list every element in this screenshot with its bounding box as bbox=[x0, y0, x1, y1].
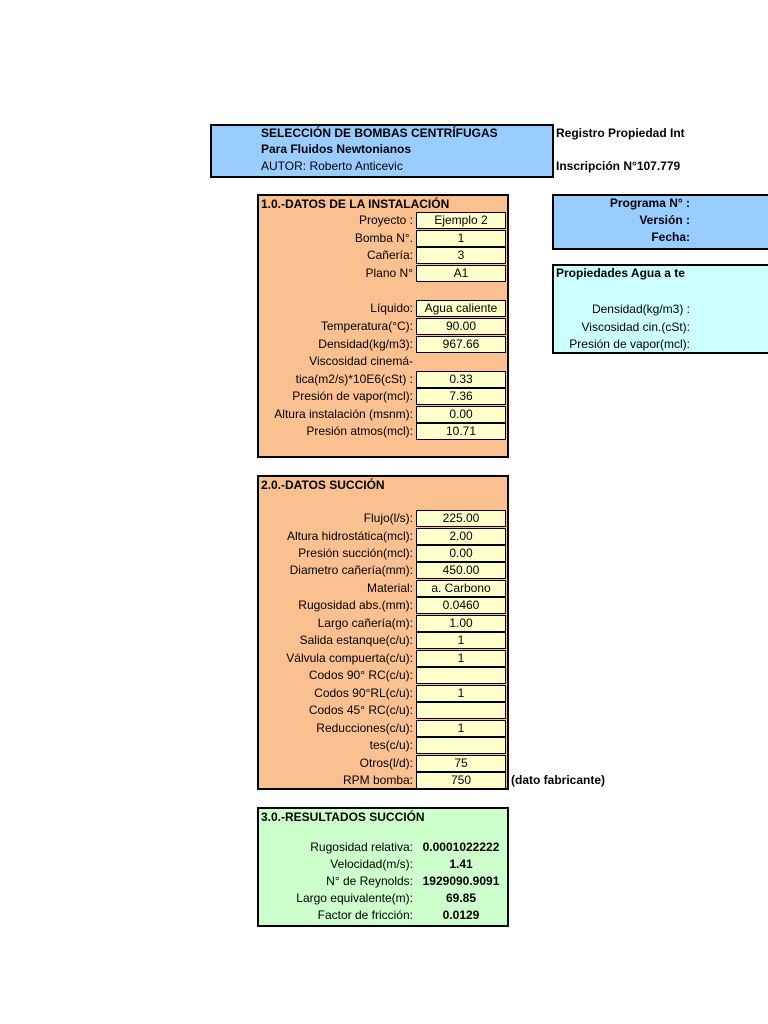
installation-row-label: Plano N° bbox=[365, 266, 413, 280]
properties-density-label: Densidad(kg/m3) : bbox=[591, 302, 690, 316]
properties-vapor-label: Presión de vapor(mcl): bbox=[569, 337, 690, 351]
suction-row-label: Rugosidad abs.(mm): bbox=[298, 598, 413, 612]
suction-row-label: Reducciones(c/u): bbox=[316, 721, 413, 735]
result-row-label: Velocidad(m/s): bbox=[330, 857, 413, 871]
suction-row-label: Otros(l/d): bbox=[359, 756, 413, 770]
program-label: Programa N° : bbox=[609, 196, 690, 210]
result-row-label: Factor de fricción: bbox=[317, 908, 413, 922]
installation-row-input[interactable]: A1 bbox=[416, 265, 506, 282]
installation-row-label: Proyecto : bbox=[358, 213, 413, 227]
suction-row-label: Diametro cañería(mm): bbox=[289, 563, 413, 577]
properties-title: Propiedades Agua a te bbox=[556, 266, 685, 280]
app-title: SELECCIÓN DE BOMBAS CENTRÍFUGAS bbox=[261, 126, 498, 140]
result-row-value: 69.85 bbox=[445, 891, 477, 905]
installation-row-label: Temperatura(°C): bbox=[320, 319, 413, 333]
installation-row-input[interactable]: Agua caliente bbox=[416, 300, 506, 317]
installation-row-input[interactable]: 90.00 bbox=[416, 318, 506, 335]
suction-row-input[interactable] bbox=[416, 702, 506, 719]
version-label: Versión : bbox=[639, 213, 690, 227]
suction-row-label: Flujo(l/s): bbox=[363, 511, 413, 525]
suction-row-label: Codos 45° RC(c/u): bbox=[308, 703, 413, 717]
suction-row-input[interactable]: 0.00 bbox=[416, 545, 506, 562]
installation-row-input[interactable]: 10.71 bbox=[416, 423, 506, 440]
suction-results-section-title: 3.0.-RESULTADOS SUCCIÓN bbox=[261, 810, 425, 824]
suction-row-input[interactable]: 1 bbox=[416, 685, 506, 702]
installation-row-input[interactable]: 3 bbox=[416, 247, 506, 264]
suction-row-input[interactable] bbox=[416, 667, 506, 684]
suction-row-label: tes(c/u): bbox=[369, 738, 413, 752]
installation-row-label: Líquido: bbox=[370, 301, 413, 315]
suction-row-input[interactable] bbox=[416, 737, 506, 754]
result-row-value: 1929090.9091 bbox=[422, 874, 500, 888]
suction-row-input[interactable]: 1 bbox=[416, 632, 506, 649]
installation-row-label: Presión de vapor(mcl): bbox=[292, 389, 413, 403]
result-row-label: Rugosidad relativa: bbox=[310, 840, 413, 854]
date-label: Fecha: bbox=[651, 230, 690, 244]
result-row-value: 1.41 bbox=[449, 857, 473, 871]
suction-row-input[interactable]: a. Carbono bbox=[416, 580, 506, 597]
result-row-value: 0.0001022222 bbox=[422, 840, 500, 854]
result-row-label: N° de Reynolds: bbox=[326, 874, 413, 888]
installation-row-input[interactable]: 0.33 bbox=[416, 371, 506, 388]
installation-row-label: tica(m2/s)*10E6(cSt) : bbox=[295, 372, 413, 386]
suction-row-input[interactable]: 750 bbox=[416, 772, 506, 789]
suction-row-label: Salida estanque(c/u): bbox=[299, 633, 413, 647]
suction-row-input[interactable]: 2.00 bbox=[416, 528, 506, 545]
suction-row-label: Altura hidrostática(mcl): bbox=[286, 529, 413, 543]
installation-row-input[interactable]: Ejemplo 2 bbox=[416, 212, 506, 229]
registry-text: Registro Propiedad Int bbox=[556, 126, 685, 140]
suction-row-label: Codos 90°RL(c/u): bbox=[314, 686, 413, 700]
installation-row-input[interactable]: 0.00 bbox=[416, 406, 506, 423]
installation-row-input[interactable]: 7.36 bbox=[416, 388, 506, 405]
installation-row-label: Cañería: bbox=[366, 248, 413, 262]
properties-viscosity-label: Viscosidad cin.(cSt): bbox=[581, 320, 690, 334]
author-text: AUTOR: Roberto Anticevic bbox=[261, 159, 403, 173]
installation-row-input[interactable]: 967.66 bbox=[416, 336, 506, 353]
suction-row-input[interactable]: 225.00 bbox=[416, 510, 506, 527]
app-subtitle: Para Fluidos Newtonianos bbox=[261, 142, 412, 156]
suction-row-label: RPM bomba: bbox=[342, 773, 413, 787]
installation-row-input[interactable]: 1 bbox=[416, 230, 506, 247]
suction-row-input[interactable]: 450.00 bbox=[416, 562, 506, 579]
installation-row-label: Bomba N°. bbox=[354, 231, 413, 245]
installation-row-label: Densidad(kg/m3): bbox=[318, 337, 413, 351]
installation-row-label: Viscosidad cinemá- bbox=[309, 354, 413, 368]
suction-row-input[interactable]: 0.0460 bbox=[416, 597, 506, 614]
suction-row-label: Presión succión(mcl): bbox=[298, 546, 413, 560]
suction-row-label: Codos 90° RC(c/u): bbox=[308, 668, 413, 682]
installation-row-label: Presión atmos(mcl): bbox=[306, 424, 413, 438]
result-row-value: 0.0129 bbox=[442, 908, 480, 922]
suction-row-input[interactable]: 1 bbox=[416, 720, 506, 737]
suction-row-label: Válvula compuerta(c/u): bbox=[286, 651, 413, 665]
installation-row-label: Altura instalación (msnm): bbox=[274, 407, 413, 421]
suction-row-input[interactable]: 75 bbox=[416, 755, 506, 772]
installation-section-title: 1.0.-DATOS DE LA INSTALACIÓN bbox=[261, 197, 450, 211]
suction-data-section-title: 2.0.-DATOS SUCCIÓN bbox=[261, 478, 385, 492]
suction-row-input[interactable]: 1 bbox=[416, 650, 506, 667]
suction-row-input[interactable]: 1.00 bbox=[416, 615, 506, 632]
result-row-label: Largo equivalente(m): bbox=[296, 891, 413, 905]
inscription-text: Inscripción N°107.779 bbox=[556, 159, 681, 173]
suction-row-label: Largo cañería(m): bbox=[317, 616, 413, 630]
manufacturer-note: (dato fabricante) bbox=[511, 773, 606, 787]
suction-row-label: Material: bbox=[366, 581, 413, 595]
